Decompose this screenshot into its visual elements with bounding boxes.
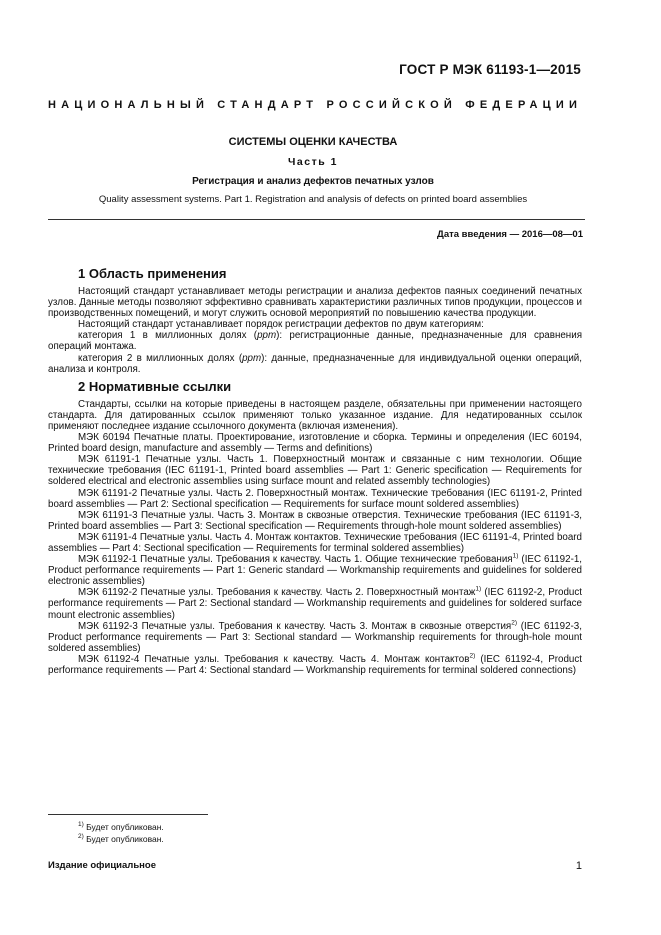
reference-item <box>48 621 582 654</box>
footnote-marker: 1) <box>475 586 482 594</box>
standard-title: СИСТЕМЫ ОЦЕНКИ КАЧЕСТВА <box>228 136 398 148</box>
ppm-unit: ppm <box>242 352 262 364</box>
footnote-text: Будет опубликован. <box>83 834 164 844</box>
reference-item: МЭК 61191-2 Печатные узлы. Часть 2. Поверхностный монтаж. Технические требования (IEC 61191-2, Printed board assemblies — Part 2: Sectional specification — Requirements for surface mount soldered assemblies) <box>48 487 582 510</box>
footnote-mark: 2) <box>78 833 84 841</box>
section-heading-scope: 1 Область применения <box>78 266 227 281</box>
paragraph: категория 2 в миллионных долях (ppm): данные, предназначенные для индивидуальной оценки операций, анализа и контроля. <box>48 352 582 375</box>
paragraph: Настоящий стандарт устанавливает порядок регистрации дефектов по двум категориям: <box>78 319 484 331</box>
paragraph: категория 1 в миллионных долях (ppm): регистрационные данные, предназначенные для сравнения операций монтажа. <box>48 330 582 353</box>
footnote-marker: 2) <box>511 619 517 627</box>
reference-text: (IEC 61192-1, Product performance requirements — Part 1: Generic standard — Workmanship requirements and guidelines for soldered electronic assemblies) <box>48 554 582 588</box>
footnote-divider <box>48 814 208 815</box>
page-number: 1 <box>575 860 582 872</box>
reference-text: МЭК 61192-1 Печатные узлы. Требования к качеству. Часть 1. Общие технические требования <box>78 554 513 566</box>
ppm-unit: ppm <box>257 330 277 342</box>
footnotes <box>78 821 164 845</box>
reference-text: (IEC 61192-2, Product performance requirements — Part 2: Sectional standard — Workmanship requirements and guidelines for soldered surface mount electronic assemblies) <box>48 587 582 621</box>
part-label: Часть 1 <box>288 156 338 168</box>
document-code: ГОСТ Р МЭК 61193-1—2015 <box>399 62 581 77</box>
reference-text: (IEC 61192-3, Product performance requirements — Part 3: Sectional standard — Workmanship requirements for through-hole mount soldered assemblies) <box>48 620 582 654</box>
introduction-date: Дата введения — 2016—08—01 <box>437 229 583 240</box>
footnote-mark: 1) <box>78 821 84 829</box>
reference-text: (IEC 61192-4, Product performance requirements — Part 4: Sectional standard — Workmanship requirements for terminal soldered connections) <box>48 653 582 676</box>
reference-text: МЭК 61192-3 Печатные узлы. Требования к качеству. Часть 3. Монтаж в сквозные отверстия <box>78 620 512 632</box>
official-edition-label: Издание официальное <box>48 860 156 871</box>
reference-item: МЭК 61191-4 Печатные узлы. Часть 4. Монтаж контактов. Технические требования (IEC 61191-4, Printed board assemblies — Part 4: Sectional specification — Requirements for terminal soldered assemblies) <box>48 531 582 554</box>
footnote-marker: 2) <box>469 652 476 660</box>
title-divider <box>48 219 585 220</box>
reference-item: МЭК 60194 Печатные платы. Проектирование, изготовление и сборка. Термины и определения (IEC 60194, Printed board design, manufacture and assembly — Terms and definitions) <box>48 432 582 455</box>
standard-subtitle: Регистрация и анализ дефектов печатных узлов <box>192 176 434 187</box>
reference-item <box>48 554 582 587</box>
reference-item: МЭК 61191-3 Печатные узлы. Часть 3. Монтаж в сквозные отверстия. Технические требования (IEC 61191-3, Printed board assemblies — Part 3: Sectional specification — Requirements through-hole mount soldered assemblies) <box>48 509 582 532</box>
paragraph: Настоящий стандарт устанавливает методы регистрации и анализа дефектов паяных соединений печатных узлов. Данные методы позволяют эффективно сравнивать характеристики различных типов продукции, процессов и производственных помещений, и могут служить основой мероприятий по повышению качества продукции. <box>48 286 582 320</box>
paragraph: Стандарты, ссылки на которые приведены в настоящем разделе, обязательны при применении настоящего стандарта. Для датированных ссылок применяют только указанное издание. Для недатированных ссылок применяют последнее издание ссылочного документа (включая изменения). <box>48 398 582 432</box>
reference-text: МЭК 61192-2 Печатные узлы. Требования к качеству. Часть 2. Поверхностный монтаж <box>78 587 476 599</box>
national-standard-banner: НАЦИОНАЛЬНЫЙ СТАНДАРТ РОССИЙСКОЙ ФЕДЕРАЦИИ <box>48 99 583 111</box>
section-heading-references: 2 Нормативные ссылки <box>78 378 232 394</box>
footnote-2 <box>78 833 164 845</box>
footnote-marker: 1) <box>512 552 519 560</box>
reference-text: МЭК 61192-4 Печатные узлы. Требования к качеству. Часть 4. Монтаж контактов <box>78 653 470 665</box>
footnote-text: Будет опубликован. <box>83 822 164 832</box>
reference-item: МЭК 61191-1 Печатные узлы. Часть 1. Поверхностный монтаж и связанные с ним технологии. Общие технические требования (IEC 61191-1, Printed board assemblies — Part 1: Generic specification — Requirements for soldered electrical and electronic assemblies using surface mount and related assembly technologies) <box>48 454 582 488</box>
reference-item <box>48 587 582 620</box>
document-body <box>48 266 582 676</box>
reference-item <box>48 654 582 676</box>
english-title: Quality assessment systems. Part 1. Registration and analysis of defects on printed board assemblies <box>98 194 528 205</box>
footnote-1 <box>78 821 164 833</box>
